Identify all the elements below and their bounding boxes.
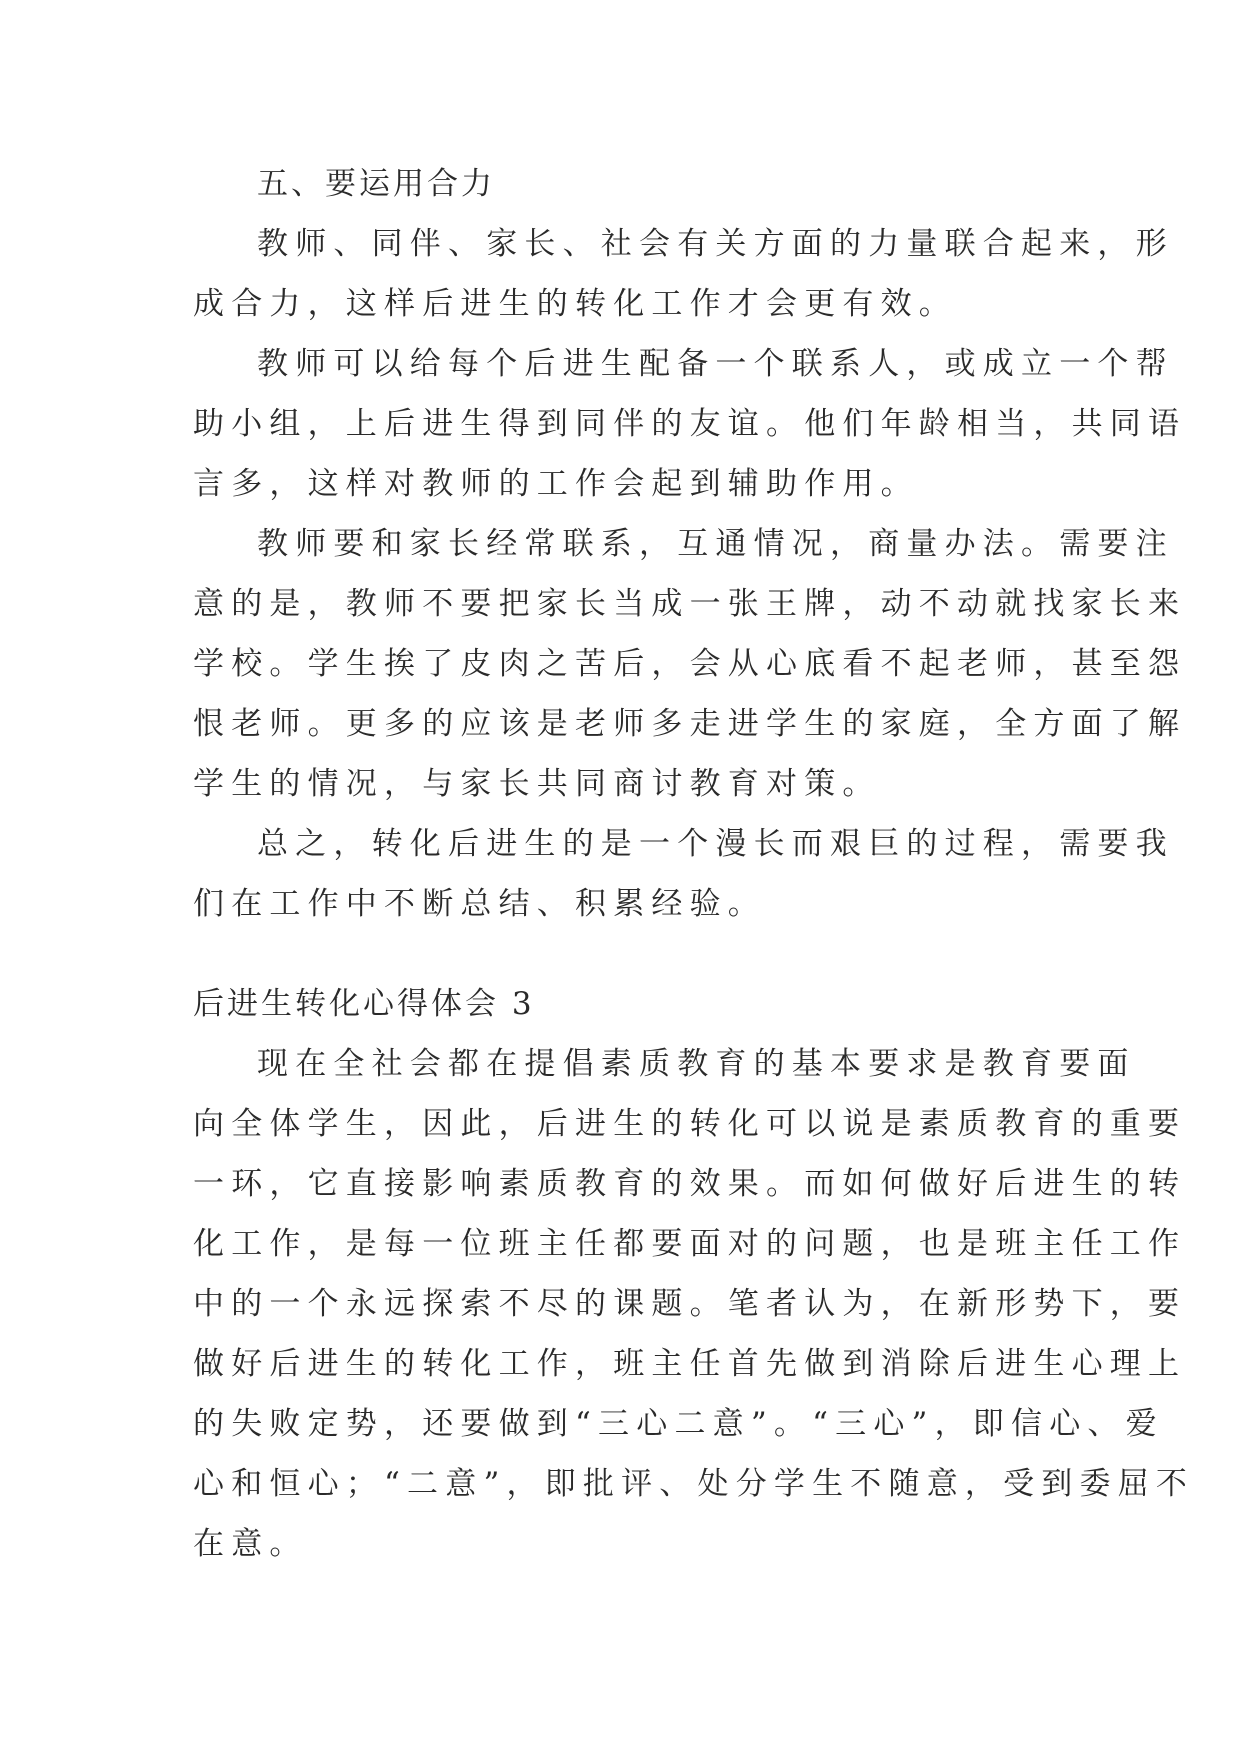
paragraph-line: 的失败定势，还要做到“三心二意”。“三心”，即信心、爱 [193,1406,1164,1442]
paragraph-line: 现在全社会都在提倡素质教育的基本要求是教育要面 [257,1046,1136,1082]
paragraph-line: 教师可以给每个后进生配备一个联系人，或成立一个帮 [257,346,1174,382]
paragraph-line: 化工作，是每一位班主任都要面对的问题，也是班主任工作 [193,1226,1187,1262]
paragraph-line: 言多，这样对教师的工作会起到辅助作用。 [193,466,919,502]
paragraph-line: 做好后进生的转化工作，班主任首先做到消除后进生心理上 [193,1346,1187,1382]
paragraph-line: 恨老师。更多的应该是老师多走进学生的家庭，全方面了解 [193,706,1187,742]
paragraph-line: 成合力，这样后进生的转化工作才会更有效。 [193,286,957,322]
article-title: 后进生转化心得体会 3 [193,986,535,1022]
paragraph-line: 总之，转化后进生的是一个漫长而艰巨的过程，需要我 [257,826,1174,862]
paragraph-line: 助小组，上后进生得到同伴的友谊。他们年龄相当，共同语 [193,406,1187,442]
section-five-title: 五、要运用合力 [257,166,495,202]
paragraph-line: 中的一个永远探索不尽的课题。笔者认为，在新形势下，要 [193,1286,1187,1322]
paragraph-line: 一环，它直接影响素质教育的效果。而如何做好后进生的转 [193,1166,1187,1202]
paragraph-line: 意的是，教师不要把家长当成一张王牌，动不动就找家长来 [193,586,1187,622]
paragraph-line: 向全体学生，因此，后进生的转化可以说是素质教育的重要 [193,1106,1187,1142]
paragraph-line: 心和恒心；“二意”，即批评、处分学生不随意，受到委屈不 [193,1466,1195,1502]
paragraph-line: 们在工作中不断总结、积累经验。 [193,886,766,922]
paragraph-line: 教师要和家长经常联系，互通情况，商量办法。需要注 [257,526,1174,562]
paragraph-line: 学生的情况，与家长共同商讨教育对策。 [193,766,881,802]
paragraph-line: 教师、同伴、家长、社会有关方面的力量联合起来，形 [257,226,1174,262]
paragraph-line: 学校。学生挨了皮肉之苦后，会从心底看不起老师，甚至怨 [193,646,1187,682]
paragraph-line: 在意。 [193,1526,308,1562]
